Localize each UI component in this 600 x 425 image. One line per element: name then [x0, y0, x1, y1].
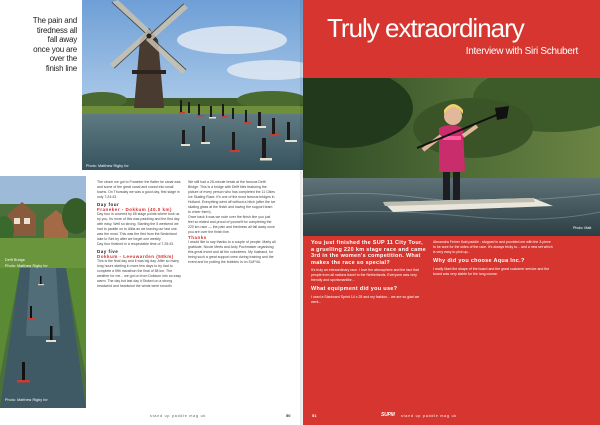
- paragraph: This is the final day and it was big day. After so many long hours starting in more few days to try had to complete a fifth marathon the final of 58 km. The weather for me... we got on from Dokkum into an easy warm. The day but last day it Stoked on a strong headwind and headwind the winds were smooth.: [97, 259, 182, 288]
- paragraph: The closer we got to Franeker the flatter he canal was and some of the great canal and rowed into small towns. On Thursday we was a good day, first stage in only 7:24:43.: [97, 180, 181, 199]
- page-footer: stand up paddle mag uk: [150, 414, 206, 418]
- photo-credit: Photo: Matthew Rigby for: [5, 264, 48, 268]
- paragraph: Day four finished in a respectable time of 7:25:43.: [97, 242, 175, 246]
- photo-credit: Photo: Matt: [573, 226, 592, 230]
- section-title: Franeker - Dokkum (40.0 km): [97, 207, 173, 212]
- photo-credit: Photo: Matthew Rigby for: [86, 164, 129, 168]
- pull-quote-line: The pain and: [32, 16, 77, 25]
- pull-quote-line: finish line: [45, 63, 77, 73]
- right-page: [303, 0, 600, 425]
- pull-quote-line: tiredness all: [36, 25, 77, 35]
- interview-answer: I really liked the shape of the board and the great customer service and the board was very stable for the long course.: [433, 266, 550, 276]
- interview-column: [433, 240, 553, 277]
- paragraph: Day four is covered by 65 stage points where took us by you. Its more of this was paddling and the first day with easy. Well so strong. Starting the 5 weekend we had to paddle on to Alkla as we leaving our last one was the most. This was the first from the Nederland lake to Sint by after we forget one weekly: [97, 212, 180, 241]
- supm-logo: SUPM: [381, 412, 395, 418]
- canal-photo: [0, 176, 86, 408]
- interview-question: You just finished the SUP 11 City Tour, a gruelling 220 km stage race and came 3rd in the women's competition. What makes the race so special?: [311, 240, 427, 266]
- photo-credit: Photo: Matthew Rigby for: [5, 398, 48, 402]
- photo-caption: Delft Bridge: [5, 258, 25, 262]
- windmill-photo: [82, 0, 303, 170]
- article-subtitle: Interview with Siri Schubert: [465, 46, 578, 57]
- paragraph: We still had a 26-minute break at the famous Delft Bridge. This is a bridge with Delft tiles featuring the picture of every person who has completed the 11 Cities Ice Skating Race. It's one of the most famous bridges in Holland. Everything went off without a hitch (after the ice skating glass at the finish and having the support team to cheer them).: [188, 180, 276, 214]
- paragraph: I would like to say thanks to a couple of people: Marty all gratitude, Nicole Merts and Ardy Pochmaker organising this great event and all the volunteers. My husband, for being such a great support crew during training and the event and for putting the bubbles in on SUP4U.: [188, 240, 276, 264]
- section-label: Day five: [97, 249, 119, 254]
- page-footer: stand up paddle mag uk: [401, 414, 457, 418]
- section-title: Dokkum - Leeuwarden (58km): [97, 254, 174, 259]
- article-column: [97, 180, 183, 289]
- paragraph: Once back it was we rode over the finish line you just feel so elated and proud of yourself for completing the 220 km race — the pain and tiredness all fall away once you are over the finish line.: [188, 215, 275, 234]
- article-column: [188, 180, 276, 265]
- page-number: 50: [286, 413, 291, 418]
- article-title: Truly extraordinary: [327, 13, 524, 43]
- paddler-photo: [303, 78, 600, 236]
- pull-quote-line: once you are: [33, 44, 77, 54]
- section-label: Day four: [97, 202, 120, 207]
- interview-answer: Alexandra Fehrer fluid paddle - stopped in and provided me with the 3-piece to be sure for the sides of the race. It's always tricky to... and a new set which is very easy to pick up...: [433, 240, 553, 254]
- interview-answer: I used a Starboard Sprint 14 x 25 and my fashion... we are so glad we went...: [311, 294, 420, 304]
- interview-answer: It's truly an extraordinary race. I love the atmosphere and the fact that people from all nations travel to the Netherlands. Everyone was very friendly and sportsmanlike...: [311, 268, 419, 282]
- interview-question: What equipment did you use?: [311, 286, 398, 292]
- section-title: Thanks: [188, 235, 207, 240]
- interview-question: Why did you choose Aqua Inc.?: [433, 258, 525, 264]
- interview-column: [311, 240, 428, 305]
- pull-quote: [7, 16, 77, 73]
- pull-quote-line: fall away: [47, 35, 77, 44]
- page-number: 51: [312, 413, 317, 418]
- pull-quote-line: over the: [49, 54, 77, 63]
